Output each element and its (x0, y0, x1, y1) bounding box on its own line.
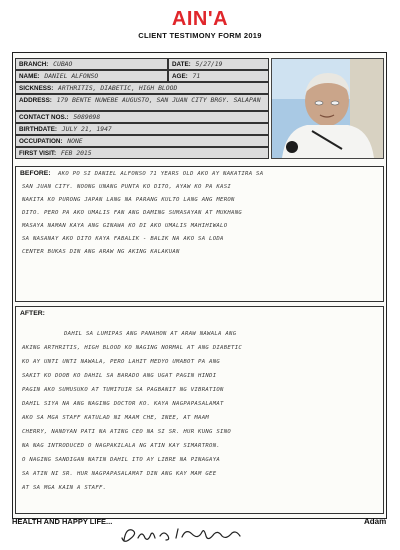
occupation-label: OCCUPATION: (19, 138, 63, 145)
before-line: MASAYA NAMAN KAYA ANG GINAWA KO DI AKO UMALIS MAHIHIWALO (22, 223, 228, 229)
before-section (15, 166, 384, 302)
address-row (15, 94, 269, 111)
occupation-row (15, 135, 269, 147)
after-line: AT SA MGA KAIN A STAFF. (22, 485, 107, 491)
name-row (15, 70, 168, 82)
age-label: AGE: (172, 73, 188, 80)
client-photo-illustration (272, 59, 383, 158)
birthdate-row (15, 123, 269, 135)
birthdate-value: JULY 21, 1947 (61, 125, 112, 133)
form-title: CLIENT TESTIMONY FORM 2019 (138, 31, 262, 40)
sickness-label: SICKNESS: (19, 85, 54, 92)
date-label: DATE: (172, 61, 191, 68)
after-line: AKO SA MGA STAFF KATULAD NI MAAM CHE, INEE, AT MAAM (22, 415, 210, 421)
after-line: CHERRY, NANDYAN PATI NA ATING CEO NA SI SR. HUR KUNG SINO (22, 429, 232, 435)
brand-logo: AIN'A (171, 8, 229, 30)
after-line: O NAGING SANDIGAN NATIN DAHIL ITO AY LIBRE NA PINAGAYA (22, 457, 221, 463)
before-line: AKO PO SI DANIEL ALFONSO 71 YEARS OLD AKO AY NAKATIRA SA (58, 171, 264, 177)
after-line: PAGIN AKO SUMUSUKO AT TUMITUIR SA PAGBANIT NG VIBRATION (22, 387, 224, 393)
client-signature (118, 524, 248, 548)
first-visit-row (15, 147, 269, 159)
sickness-value: ARTHRITIS, DIABETIC, HIGH BLOOD (58, 84, 178, 92)
after-section (15, 306, 384, 514)
name-value: DANIEL ALFONSO (44, 72, 99, 80)
occupation-value: NONE (67, 137, 83, 145)
birthdate-label: BIRTHDATE: (19, 126, 58, 133)
after-line: SA ATIN NI SR. HUR NAGPAPASALAMAT DIN ANG KAY MAM GEE (22, 471, 217, 477)
after-label: AFTER: (20, 310, 45, 317)
branch-label: BRANCH: (19, 61, 49, 68)
date-value: 5/27/19 (195, 60, 223, 68)
contact-row (15, 111, 269, 123)
contact-label: CONTACT NOS.: (19, 114, 69, 121)
client-photo (271, 58, 384, 159)
age-row (168, 70, 269, 82)
after-line: KO AY UNTI UNTI NAWALA, PERO LAHIT MEDYO UMABOT PA ANG (22, 359, 221, 365)
footer-staff-name: Adam (364, 517, 387, 526)
age-value: 71 (192, 72, 201, 80)
after-line: DAHIL SA LUMIPAS ANG PANAHON AT ARAW NAWALA ANG (64, 331, 237, 337)
footer-slogan: HEALTH AND HAPPY LIFE... (12, 517, 113, 526)
contact-value: 5089098 (73, 113, 101, 121)
before-line: CENTER BUKAS DIN ANG ARAW NG AKING KALAKUAN (22, 249, 180, 255)
after-line: NA NAG INTRODUCED O NAGPAKILALA NG ATIN KAY SIMARTRON. (22, 443, 221, 449)
date-row (168, 58, 269, 70)
branch-value: CUBAO (53, 60, 73, 68)
branch-row (15, 58, 168, 70)
before-line: NAKITA KO PURONG JAPAN LANG NA PARANG KULTO LANG ANG MERON (22, 197, 235, 203)
before-line: SAN JUAN CITY. NOONG UNANG PUNTA KO DITO, AYAW KO PA KASI (22, 184, 232, 190)
address-label: ADDRESS: (19, 97, 52, 104)
name-label: NAME: (19, 73, 40, 80)
after-line: DAHIL SIYA NA ANG NAGING DOCTOR KO. KAYA NAGPAPASALAMAT (22, 401, 224, 407)
before-line: DITO. PERO PA AKO UMALIS FAN ANG DAMING SUMASAYAN AT MUKHANG (22, 210, 243, 216)
after-line: SAKIT KO DOOB KO DAHIL SA BARADO ANG UGAT PAGIN HINDI (22, 373, 217, 379)
first-visit-value: FEB 2015 (60, 149, 92, 157)
address-value: 179 BENTE NUWEBE AUGUSTO, SAN JUAN CITY BRGY. SALAPAN (56, 96, 261, 104)
sickness-row (15, 82, 269, 94)
before-line: SA NASANAY AKO DITO KAYA FABALIK - BALIK NA AKO SA LODA (22, 236, 224, 242)
first-visit-label: FIRST VISIT: (19, 150, 57, 157)
before-label: BEFORE: (20, 170, 51, 177)
after-line: AKING ARTHRITIS, HIGH BLOOD KO NAGING NORMAL AT ANG DIABETIC (22, 345, 243, 351)
